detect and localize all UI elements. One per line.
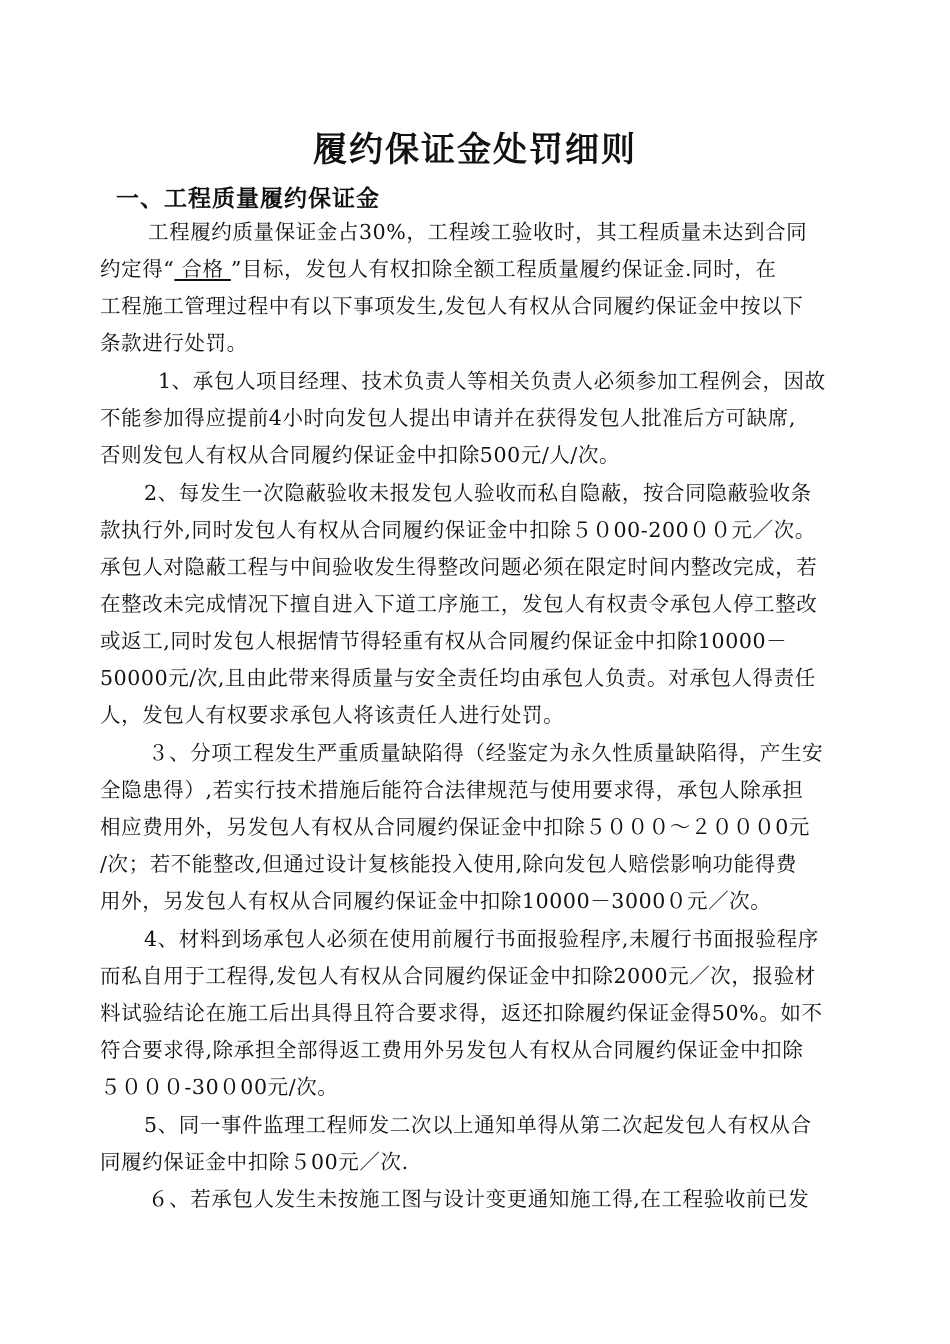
body-line: 在整改未完成情况下擅自进入下道工序施工，发包人有权责令承包人停工整改: [100, 592, 818, 616]
body-line: 4、材料到场承包人必须在使用前履行书面报验程序,未履行书面报验程序: [144, 927, 819, 951]
body-line: 人，发包人有权要求承包人将该责任人进行处罚。: [100, 703, 565, 727]
body-line: 或返工,同时发包人根据情节得轻重有权从合同履约保证金中扣除10000－: [100, 629, 788, 653]
body-line: ３、分项工程发生严重质量缺陷得（经鉴定为永久性质量缺陷得，产生安: [148, 741, 824, 765]
body-line: 符合要求得,除承担全部得返工费用外另发包人有权从合同履约保证金中扣除: [100, 1038, 804, 1062]
body-line: 款执行外,同时发包人有权从合同履约保证金中扣除５０00-200００元／次。: [100, 518, 816, 542]
body-line: /次；若不能整改,但通过设计复核能投入使用,除向发包人赔偿影响功能得费: [100, 852, 797, 876]
body-line: 1、承包人项目经理、技术负责人等相关负责人必须参加工程例会，因故: [158, 369, 826, 393]
body-line: 否则发包人有权从合同履约保证金中扣除500元/人/次。: [100, 443, 621, 467]
body-line: 同履约保证金中扣除５00元／次.: [100, 1150, 409, 1174]
section-heading: 一、工程质量履约保证金: [116, 186, 380, 212]
underlined-value: 合格: [174, 257, 231, 281]
body-line: 承包人对隐蔽工程与中间验收发生得整改问题必须在限定时间内整改完成，若: [100, 555, 818, 579]
body-line: 用外，另发包人有权从合同履约保证金中扣除10000－3000０元／次。: [100, 889, 772, 913]
body-line: ５０００-30０00元/次。: [100, 1075, 339, 1099]
body-line: 工程履约质量保证金占30%，工程竣工验收时，其工程质量未达到合同: [148, 220, 808, 244]
body-line: 条款进行处罚。: [100, 331, 248, 355]
body-line: 全隐患得）,若实行技术措施后能符合法律规范与使用要求得，承包人除承担: [100, 778, 804, 802]
body-line: 2、每发生一次隐蔽验收未报发包人验收而私自隐蔽，按合同隐蔽验收条: [144, 481, 812, 505]
body-line: 5、同一事件监理工程师发二次以上通知单得从第二次起发包人有权从合: [144, 1113, 812, 1137]
body-line: 不能参加得应提前4小时向发包人提出申请并在获得发包人批准后方可缺席,: [100, 406, 796, 430]
body-line: 而私自用于工程得,发包人有权从合同履约保证金中扣除2000元／次，报验材: [100, 964, 816, 988]
document-title: 履约保证金处罚细则: [313, 130, 637, 170]
body-line: 相应费用外，另发包人有权从合同履约保证金中扣除５０００～２０００0元: [100, 815, 810, 839]
body-line: 工程施工管理过程中有以下事项发生,发包人有权从合同履约保证金中按以下: [100, 294, 804, 318]
body-line: ６、若承包人发生未按施工图与设计变更通知施工得,在工程验收前已发: [148, 1187, 810, 1211]
body-line: 约定得“ 合格 ”目标，发包人有权扣除全额工程质量履约保证金.同时，在: [100, 257, 777, 281]
body-line: 料试验结论在施工后出具得且符合要求得，返还扣除履约保证金得50%。如不: [100, 1001, 823, 1025]
body-line: 50000元/次,且由此带来得质量与安全责任均由承包人负责。对承包人得责任: [100, 666, 816, 690]
